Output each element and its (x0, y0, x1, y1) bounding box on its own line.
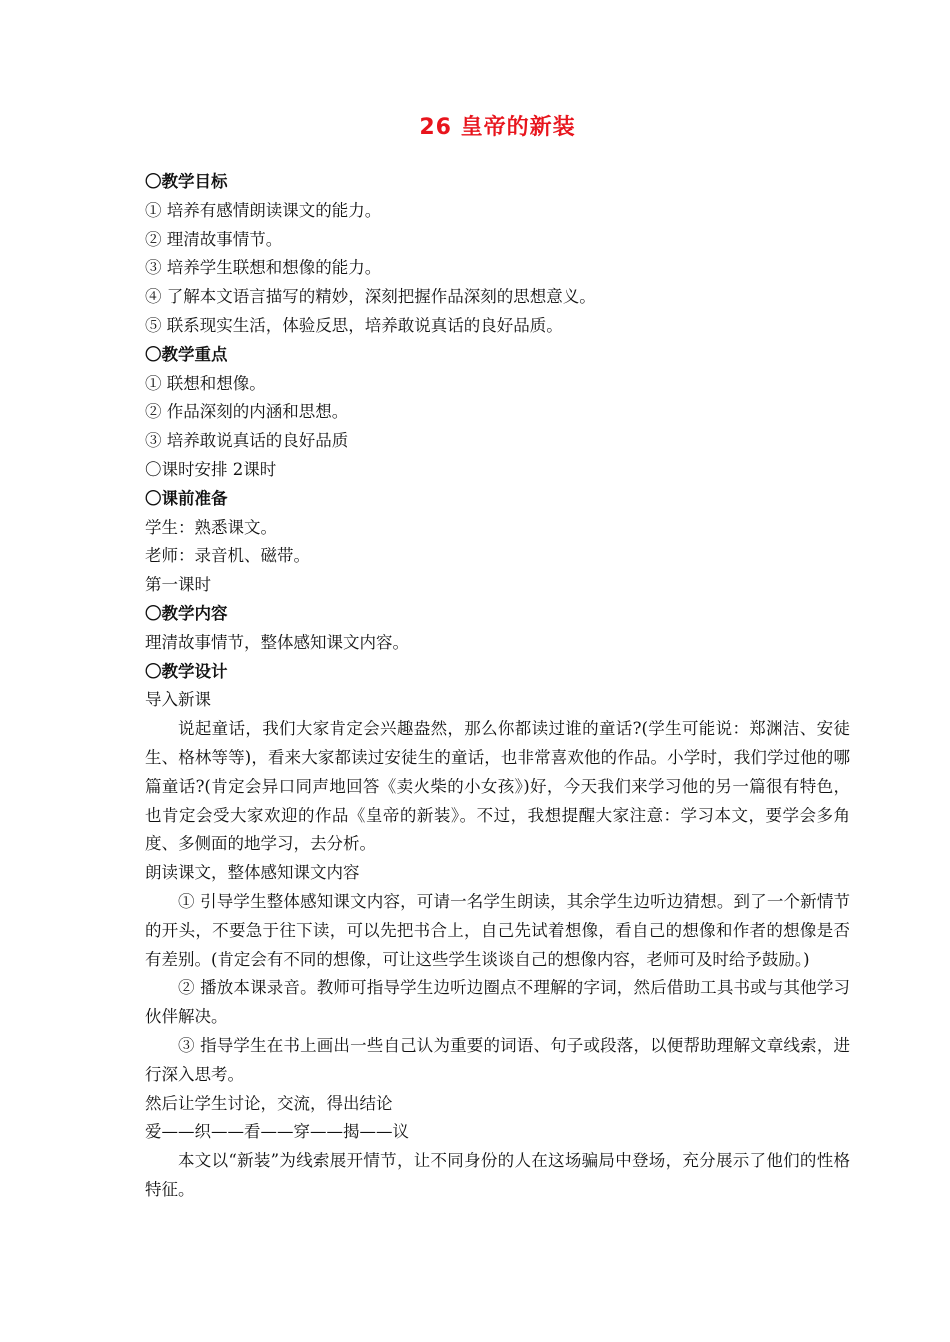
key-point-item: ① 联想和想像。 (145, 373, 266, 393)
goal-item: ① 培养有感情朗读课文的能力。 (145, 200, 382, 220)
document-body (145, 168, 850, 1205)
goal-item: ② 理清故事情节。 (145, 229, 283, 249)
key-point-item: ② 作品深刻的内涵和思想。 (145, 402, 349, 422)
intro-paragraph: 说起童话，我们大家肯定会兴趣盎然，那么你都读过谁的童话?(学生可能说：郑渊洁、安徒生、格林等等)，看来大家都读过安徒生的童话，也非常喜欢他的作品。小学时，我们学过他的哪篇童话?(肯定会异口同声地回答《卖火柴的小女孩》)好，今天我们来学习他的另一篇很有特色，也肯定会受大家欢迎的作品《皇帝的新装》。不过，我想提醒大家注意：学习本文，要学会多角度、多侧面的地学习，去分析。 (145, 719, 850, 854)
prep-teacher: 老师：录音机、磁带。 (145, 546, 310, 566)
content-text: 理清故事情节，整体感知课文内容。 (145, 632, 409, 652)
step-paragraph-3: ③ 指导学生在书上画出一些自己认为重要的词语、句子或段落，以便帮助理解文章线索，进行深入思考。 (145, 1035, 850, 1084)
section-heading-key-points: 〇教学重点 (145, 344, 228, 364)
section-heading-design: 〇教学设计 (145, 661, 228, 681)
goal-item: ④ 了解本文语言描写的精妙，深刻把握作品深刻的思想意义。 (145, 287, 596, 307)
page-title: 26 皇帝的新装 (419, 115, 576, 140)
summary-paragraph: 本文以“新装”为线索展开情节，让不同身份的人在这场骗局中登场，充分展示了他们的性格特征。 (145, 1151, 850, 1199)
step-paragraph-2: ② 播放本课录音。教师可指导学生边听边圈点不理解的字词，然后借助工具书或与其他学习伙伴解决。 (145, 978, 850, 1027)
read-title: 朗读课文，整体感知课文内容 (145, 863, 360, 883)
schedule-line: 〇课时安排 2课时 (145, 459, 277, 479)
goal-item: ⑤ 联系现实生活，体验反思，培养敢说真话的良好品质。 (145, 315, 563, 335)
section-heading-content: 〇教学内容 (145, 603, 228, 623)
goal-item: ③ 培养学生联想和想像的能力。 (145, 258, 382, 278)
discussion-line: 然后让学生讨论，交流，得出结论 (145, 1093, 393, 1113)
intro-title: 导入新课 (145, 690, 211, 710)
plot-chain: 爱——织——看——穿——揭——议 (145, 1122, 409, 1142)
section-heading-goals: 〇教学目标 (145, 172, 228, 191)
section-heading-prep: 〇课前准备 (145, 488, 228, 508)
step-paragraph-1: ① 引导学生整体感知课文内容，可请一名学生朗读，其余学生边听边猜想。到了一个新情节的开头，不要急于往下读，可以先把书合上，自己先试着想像，看自己的想像和作者的想像是否有差别。(肯定会有不同的想像，可让这些学生谈谈自己的想像内容，老师可及时给予鼓励。) (145, 891, 850, 969)
prep-student: 学生：熟悉课文。 (145, 517, 277, 537)
lesson-label: 第一课时 (145, 575, 211, 595)
key-point-item: ③ 培养敢说真话的良好品质 (145, 431, 349, 451)
